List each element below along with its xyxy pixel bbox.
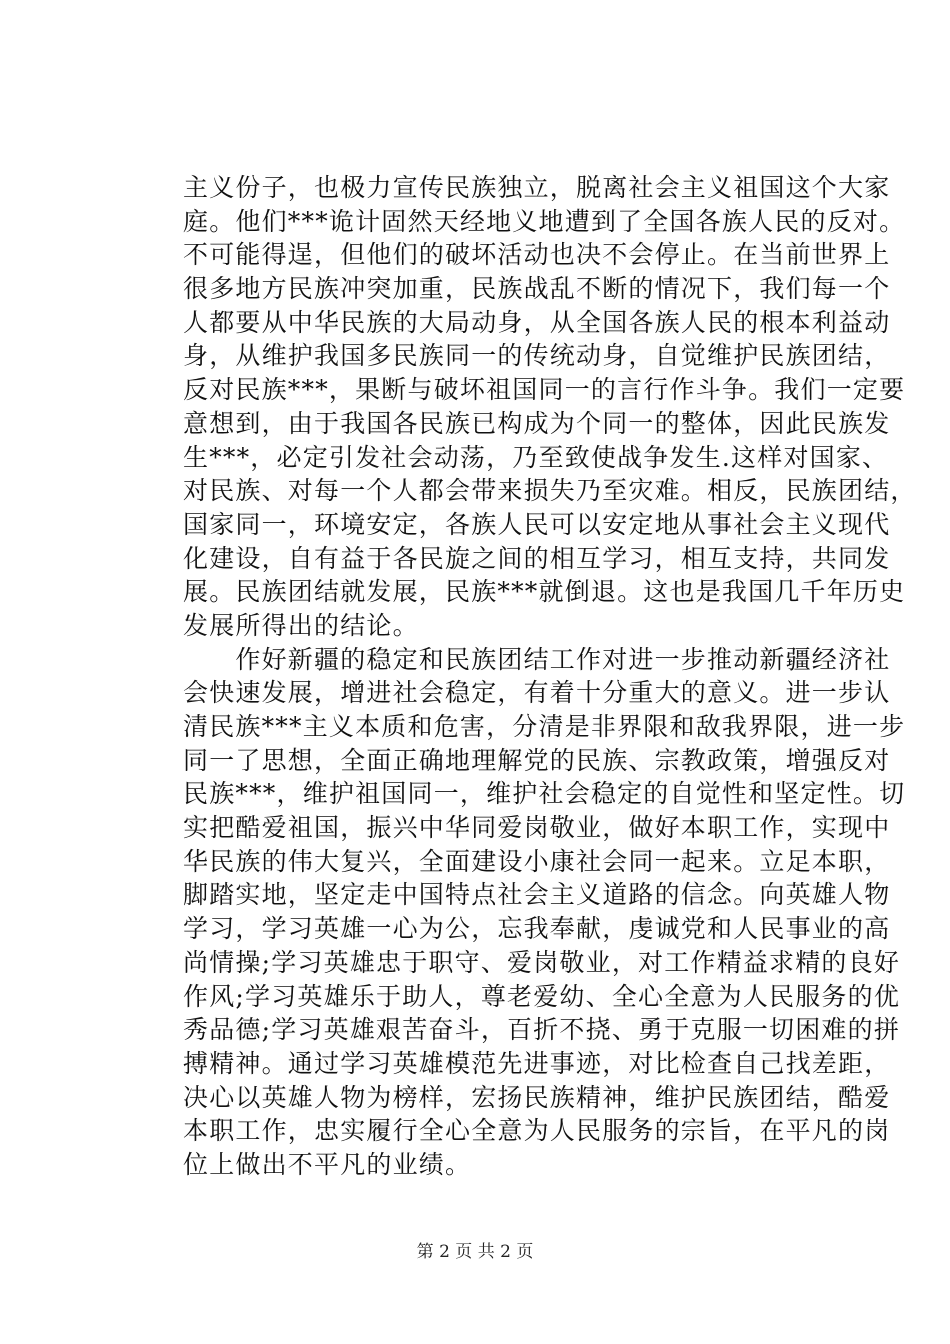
document-body — [183, 171, 917, 1182]
page-number-footer: 第 2 页 共 2 页 — [416, 1242, 534, 1262]
text-line: 发展所得出的结论。 — [183, 610, 419, 640]
text-line: 很多地方民族冲突加重，民族战乱不断的情况下，我们每一个 — [183, 274, 891, 304]
text-line: 作风;学习英雄乐于助人，尊老爱幼、全心全意为人民服务的优 — [183, 981, 901, 1011]
text-line: 会快速发展，增进社会稳定，有着十分重大的意义。进一步认 — [183, 678, 891, 708]
text-line: 位上做出不平凡的业绩。 — [183, 1149, 472, 1179]
text-line: 反对民族***，果断与破坏祖国同一的言行作斗争。我们一定要 — [183, 375, 906, 405]
text-line: 决心以英雄人物为榜样，宏扬民族精神，维护民族团结，酷爱 — [183, 1082, 891, 1112]
text-line: 国家同一，环境安定，各族人民可以安定地从事社会主义现代 — [183, 509, 891, 539]
text-line: 脚踏实地，坚定走中国特点社会主义道路的信念。向英雄人物 — [183, 880, 891, 910]
text-line: 学习，学习英雄一心为公，忘我奉献，虔诚党和人民事业的高 — [183, 914, 891, 944]
text-line: 意想到，由于我国各民族已构成为个同一的整体，因此民族发 — [183, 408, 891, 438]
text-line: 主义份子，也极力宣传民族独立，脱离社会主义祖国这个大家 — [183, 173, 891, 202]
text-line: 身，从维护我国多民族同一的传统动身，自觉维护民族团结， — [183, 341, 891, 371]
text-line: 生***，必定引发社会动荡，乃至致使战争发生.这样对国家、 — [183, 442, 889, 472]
text-line: 尚情操;学习英雄忠于职守、爱岗敬业，对工作精益求精的良好 — [183, 947, 901, 977]
text-line: 民族***，维护祖国同一，维护社会稳定的自觉性和坚定性。切 — [183, 779, 906, 809]
text-line: 作好新疆的稳定和民族团结工作对进一步推动新疆经济社 — [183, 644, 891, 674]
text-line: 化建设，自有益于各民旋之间的相互学习，相互支持，共同发 — [183, 543, 891, 573]
text-line: 搏精神。通过学习英雄模范先进事迹，对比检查自己找差距， — [183, 1048, 891, 1078]
text-line: 人都要从中华民族的大局动身，从全国各族人民的根本利益动 — [183, 307, 891, 337]
text-line: 不可能得逞，但他们的破坏活动也决不会停止。在当前世界上 — [183, 240, 891, 270]
text-line: 庭。他们***诡计固然天经地义地遭到了全国各族人民的反对。 — [183, 206, 906, 236]
text-line: 对民族、对每一个人都会带来损失乃至灾难。相反，民族团结， — [183, 476, 917, 506]
text-line: 本职工作，忠实履行全心全意为人民服务的宗旨，在平凡的岗 — [183, 1116, 891, 1146]
text-line: 清民族***主义本质和危害，分清是非界限和敌我界限，进一步 — [183, 712, 906, 741]
text-line: 秀品德;学习英雄艰苦奋斗，百折不挠、勇于克服一切困难的拼 — [183, 1015, 901, 1045]
text-line: 华民族的伟大复兴，全面建设小康社会同一起来。立足本职， — [183, 846, 891, 876]
text-line: 实把酷爱祖国，振兴中华同爱岗敬业，做好本职工作，实现中 — [183, 813, 891, 843]
text-line: 展。民族团结就发展，民族***就倒退。这也是我国几千年历史 — [183, 577, 906, 607]
text-line: 同一了思想，全面正确地理解党的民族、宗教政策，增强反对 — [183, 745, 891, 775]
